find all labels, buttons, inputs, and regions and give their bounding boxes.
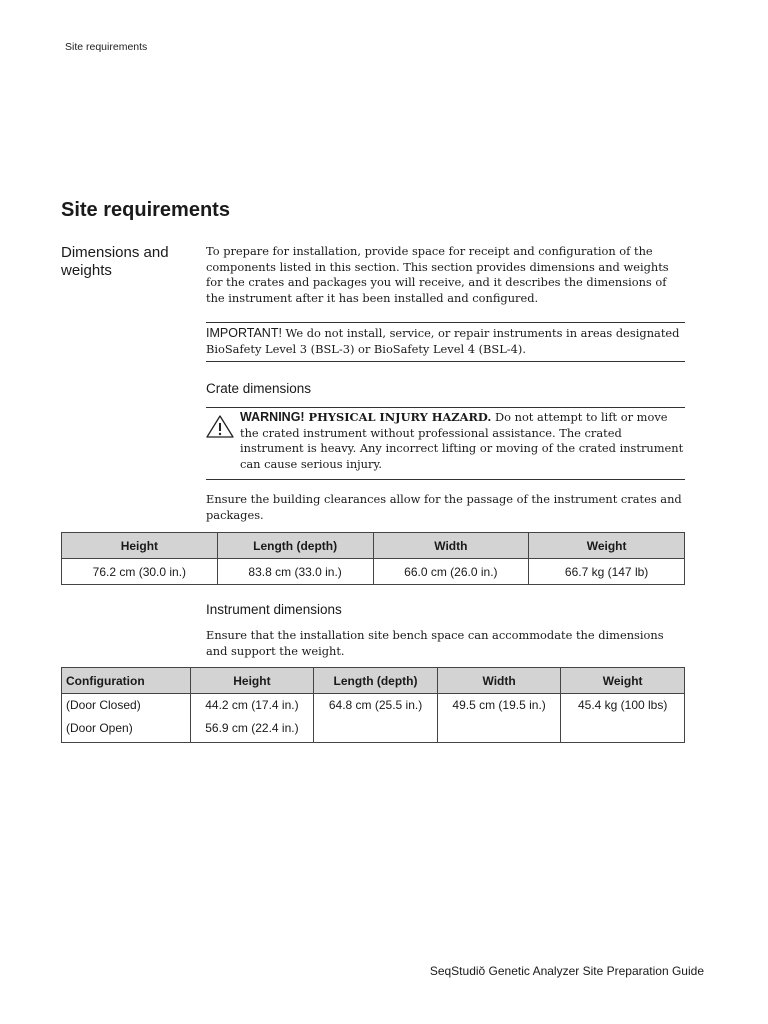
- table-cell: [561, 694, 685, 743]
- instrument-note: Ensure that the installation site bench space can accommodate the dimensions and support the weight.: [206, 628, 664, 658]
- height-door-closed: 44.2 cm (17.4 in.): [205, 698, 299, 712]
- config-door-open: (Door Open): [66, 721, 133, 735]
- warning-lead: WARNING!: [240, 410, 305, 424]
- column-header: Width: [373, 533, 529, 559]
- warning-hazard: PHYSICAL INJURY HAZARD.: [304, 410, 492, 424]
- important-body: We do not install, service, or repair instruments in areas designated BioSafety Level 3 (BSL-3) or BioSafety Level 4 (BSL-4).: [206, 326, 680, 356]
- length-value: 64.8 cm (25.5 in.): [328, 698, 423, 712]
- important-note: [206, 322, 685, 362]
- intro-paragraph: To prepare for installation, provide space for receipt and configuration of the components listed in this section. This section provides dimensions and weights for the crates and packages you will receive, and it describes the dimensions of the instrument after it has been installed and configured.: [206, 244, 669, 305]
- table-cell: 83.8 cm (33.0 in.): [217, 559, 373, 585]
- config-door-closed: (Door Closed): [66, 698, 141, 712]
- important-lead: IMPORTANT!: [206, 326, 282, 340]
- section-title: Site requirements: [61, 199, 230, 221]
- table-cell: [314, 694, 438, 743]
- warning-note: [206, 407, 685, 480]
- column-header: Length (depth): [314, 668, 438, 694]
- footer-doc-title: SeqStudiŏ Genetic Analyzer Site Preparation Guide: [429, 964, 704, 978]
- weight-value: 45.4 kg (100 lbs): [577, 698, 668, 712]
- table-cell: 76.2 cm (30.0 in.): [62, 559, 218, 585]
- crate-dimensions-table: [61, 532, 685, 585]
- column-header: Height: [62, 533, 218, 559]
- table-row: [62, 694, 685, 743]
- table-cell: [62, 694, 191, 743]
- crate-note: Ensure the building clearances allow for the passage of the instrument crates and packages.: [206, 492, 682, 522]
- important-text: [206, 326, 685, 357]
- running-head: Site requirements: [65, 41, 148, 53]
- table-cell: [437, 694, 560, 743]
- warning-body: Do not attempt to lift or move the crated instrument without professional assistance. The crated instrument is heavy. Any incorrect lifting or moving of the crated instrument can cause serious injury.: [240, 410, 684, 471]
- column-header: Configuration: [62, 668, 191, 694]
- column-header: Weight: [561, 668, 685, 694]
- table-cell: 66.7 kg (147 lb): [529, 559, 685, 585]
- column-header: Weight: [529, 533, 685, 559]
- side-heading: Dimensions and weights: [61, 244, 169, 279]
- warning-triangle-icon: [206, 414, 234, 438]
- table-cell: [190, 694, 314, 743]
- table-cell: 66.0 cm (26.0 in.): [373, 559, 529, 585]
- instrument-dimensions-heading: Instrument dimensions: [206, 602, 342, 617]
- height-door-open: 56.9 cm (22.4 in.): [205, 721, 299, 735]
- instrument-dimensions-table: [61, 667, 685, 743]
- warning-text: [240, 410, 685, 472]
- column-header: Width: [437, 668, 560, 694]
- crate-dimensions-heading: Crate dimensions: [206, 381, 312, 396]
- column-header: Height: [190, 668, 314, 694]
- width-value: 49.5 cm (19.5 in.): [452, 698, 546, 712]
- table-header-row: [62, 668, 685, 694]
- column-header: Length (depth): [217, 533, 373, 559]
- table-row: [62, 559, 685, 585]
- table-header-row: [62, 533, 685, 559]
